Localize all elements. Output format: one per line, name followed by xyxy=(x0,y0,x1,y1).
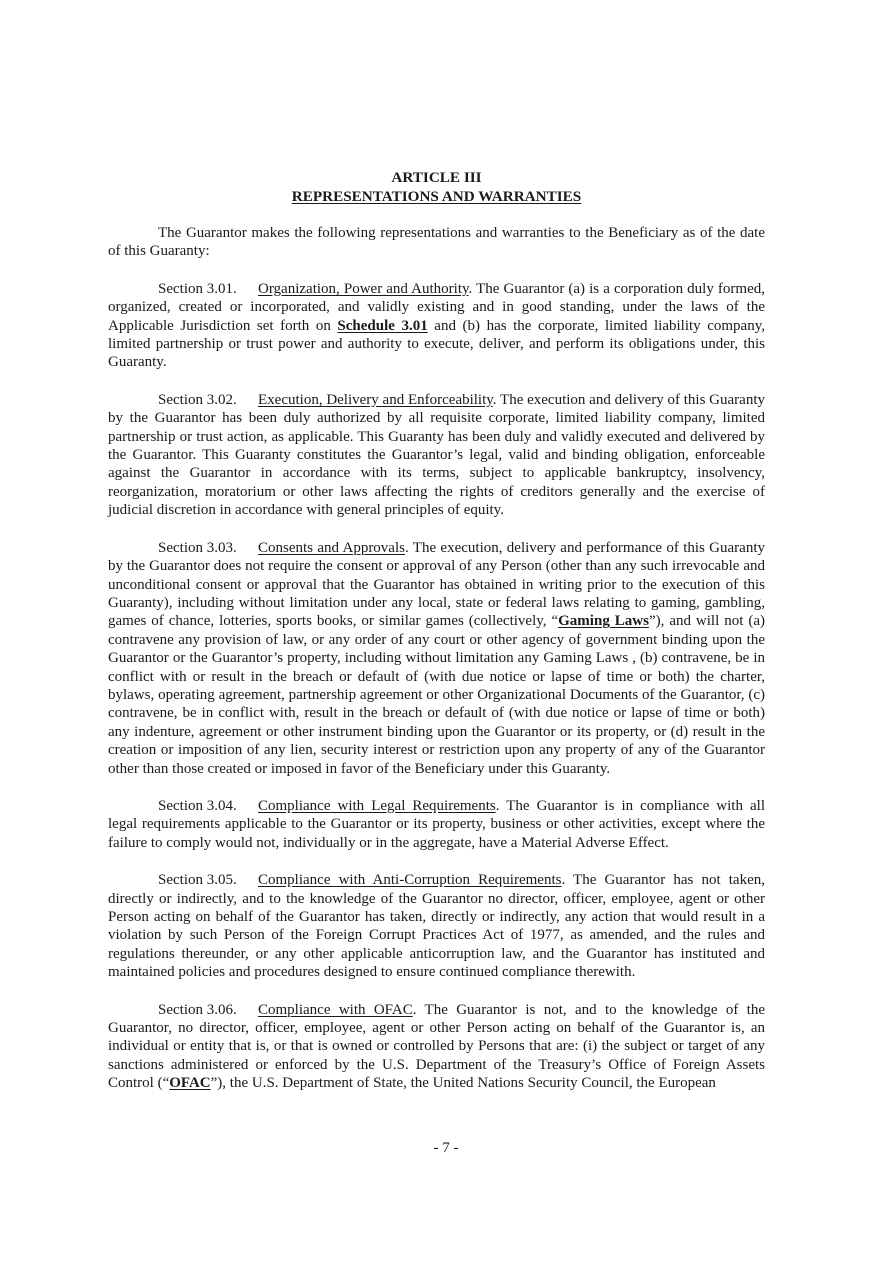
article-number: ARTICLE III xyxy=(391,169,482,186)
section-text: . The execution, delivery and performance of this Guaranty by the Guarantor does not require the consent or approval of any Person (other than any such irrevocable and unconditional consent or approval that the Guarantor has obtained in writing prior to the execution of this Guaranty), including without limitation under any local, state or federal laws relating to gaming, gambling, games of chance, lotteries, sports books, or similar games (collectively, “ xyxy=(108,539,765,630)
section-text: . The Guarantor is in compliance with all legal requirements applicable to the Guarantor or its property, business or other activities, except where the failure to comply would not, individually or in the aggregate, have a Material Adverse Effect. xyxy=(108,797,765,851)
intro-paragraph: The Guarantor makes the following representations and warranties to the Beneficiary as of the date of this Guaranty: xyxy=(108,225,765,260)
section-3-04 xyxy=(108,797,765,852)
page-number: - 7 - xyxy=(433,1140,459,1156)
defined-term: OFAC xyxy=(169,1075,211,1092)
section-text-continued: and (b) has the corporate, limited liability company, limited partnership or trust power and authority to execute, deliver, and perform its obligations under, this Guaranty. xyxy=(108,317,765,371)
section-heading: Execution, Delivery and Enforceability xyxy=(258,391,493,408)
section-heading: Compliance with Legal Requirements xyxy=(258,797,496,814)
section-heading: Compliance with Anti-Corruption Requirements xyxy=(258,872,562,889)
section-number: Section 3.01. xyxy=(158,280,237,297)
section-3-06 xyxy=(108,1001,765,1093)
section-text-continued: ”), and will not (a) contravene any provision of law, or any order of any court or other agency of government binding upon the Guarantor or the Guarantor’s property, including without limitation any Gaming Laws , (b) contravene, be in conflict with or result in the breach or default of (with due notice or lapse of time or both) the charter, bylaws, operating agreement, partnership agreement or other Organizational Documents of the Guarantor, (c) contravene, be in conflict with, result in the breach or default of (with due notice or lapse of time or both) any indenture, agreement or other instrument binding upon the Guarantor or its property, or (d) result in the creation or imposition of any lien, security interest or restriction upon any property of any of the Guarantor other than those created or imposed in favor of the Beneficiary under this Guaranty. xyxy=(108,613,765,777)
section-number: Section 3.02. xyxy=(158,391,237,408)
section-number: Section 3.04. xyxy=(158,797,237,814)
section-number: Section 3.03. xyxy=(158,539,237,556)
defined-term: Gaming Laws xyxy=(558,613,649,630)
section-heading: Compliance with OFAC xyxy=(258,1001,413,1018)
article-title: REPRESENTATIONS AND WARRANTIES xyxy=(291,188,582,205)
section-text: . The Guarantor (a) is a corporation duly formed, organized, created or incorporated, and validly existing and in good standing, under the laws of the Applicable Jurisdiction set forth on xyxy=(108,280,765,334)
section-heading: Organization, Power and Authority xyxy=(258,280,469,297)
section-number: Section 3.06. xyxy=(158,1001,237,1018)
page-content xyxy=(108,168,765,1112)
section-number: Section 3.05. xyxy=(158,872,237,889)
defined-term: Schedule 3.01 xyxy=(337,317,428,334)
section-text: . The execution and delivery of this Guaranty by the Guarantor has been duly authorized by all requisite corporate, limited liability company, limited partnership or trust action, as applicable. This Guaranty has been duly and validly executed and delivered by the Guarantor. This Guaranty constitutes the Guarantor’s legal, valid and binding obligation, enforceable against the Guarantor in accordance with its terms, subject to applicable bankruptcy, insolvency, reorganization, moratorium or other laws affecting the rights of creditors generally and the exercise of judicial discretion in accordance with general principles of equity. xyxy=(108,391,765,519)
section-3-02 xyxy=(108,391,765,520)
section-text-continued: ”), the U.S. Department of State, the United Nations Security Council, the European xyxy=(210,1075,716,1092)
section-text: . The Guarantor has not taken, directly or indirectly, and to the knowledge of the Guarantor no director, officer, employee, agent or other Person acting on behalf of the Guarantor has taken, directly or indirectly, any action that would result in a violation by such Person of the Foreign Corrupt Practices Act of 1977, as amended, and the rules and regulations thereunder, or any other applicable anticorruption law, and the Guarantor has instituted and maintained policies and procedures designed to ensure continued compliance therewith. xyxy=(108,872,765,981)
section-3-05 xyxy=(108,871,765,981)
section-3-01 xyxy=(108,280,765,372)
section-text: . The Guarantor is not, and to the knowledge of the Guarantor, no director, officer, employee, agent or other Person acting on behalf of the Guarantor is, an individual or entity that is, or that is owned or controlled by Persons that are: (i) the subject or target of any sanctions administered or enforced by the U.S. Department of the Treasury’s Office of Foreign Assets Control (“ xyxy=(108,1001,765,1092)
section-3-03 xyxy=(108,539,765,778)
section-heading: Consents and Approvals xyxy=(258,539,405,556)
